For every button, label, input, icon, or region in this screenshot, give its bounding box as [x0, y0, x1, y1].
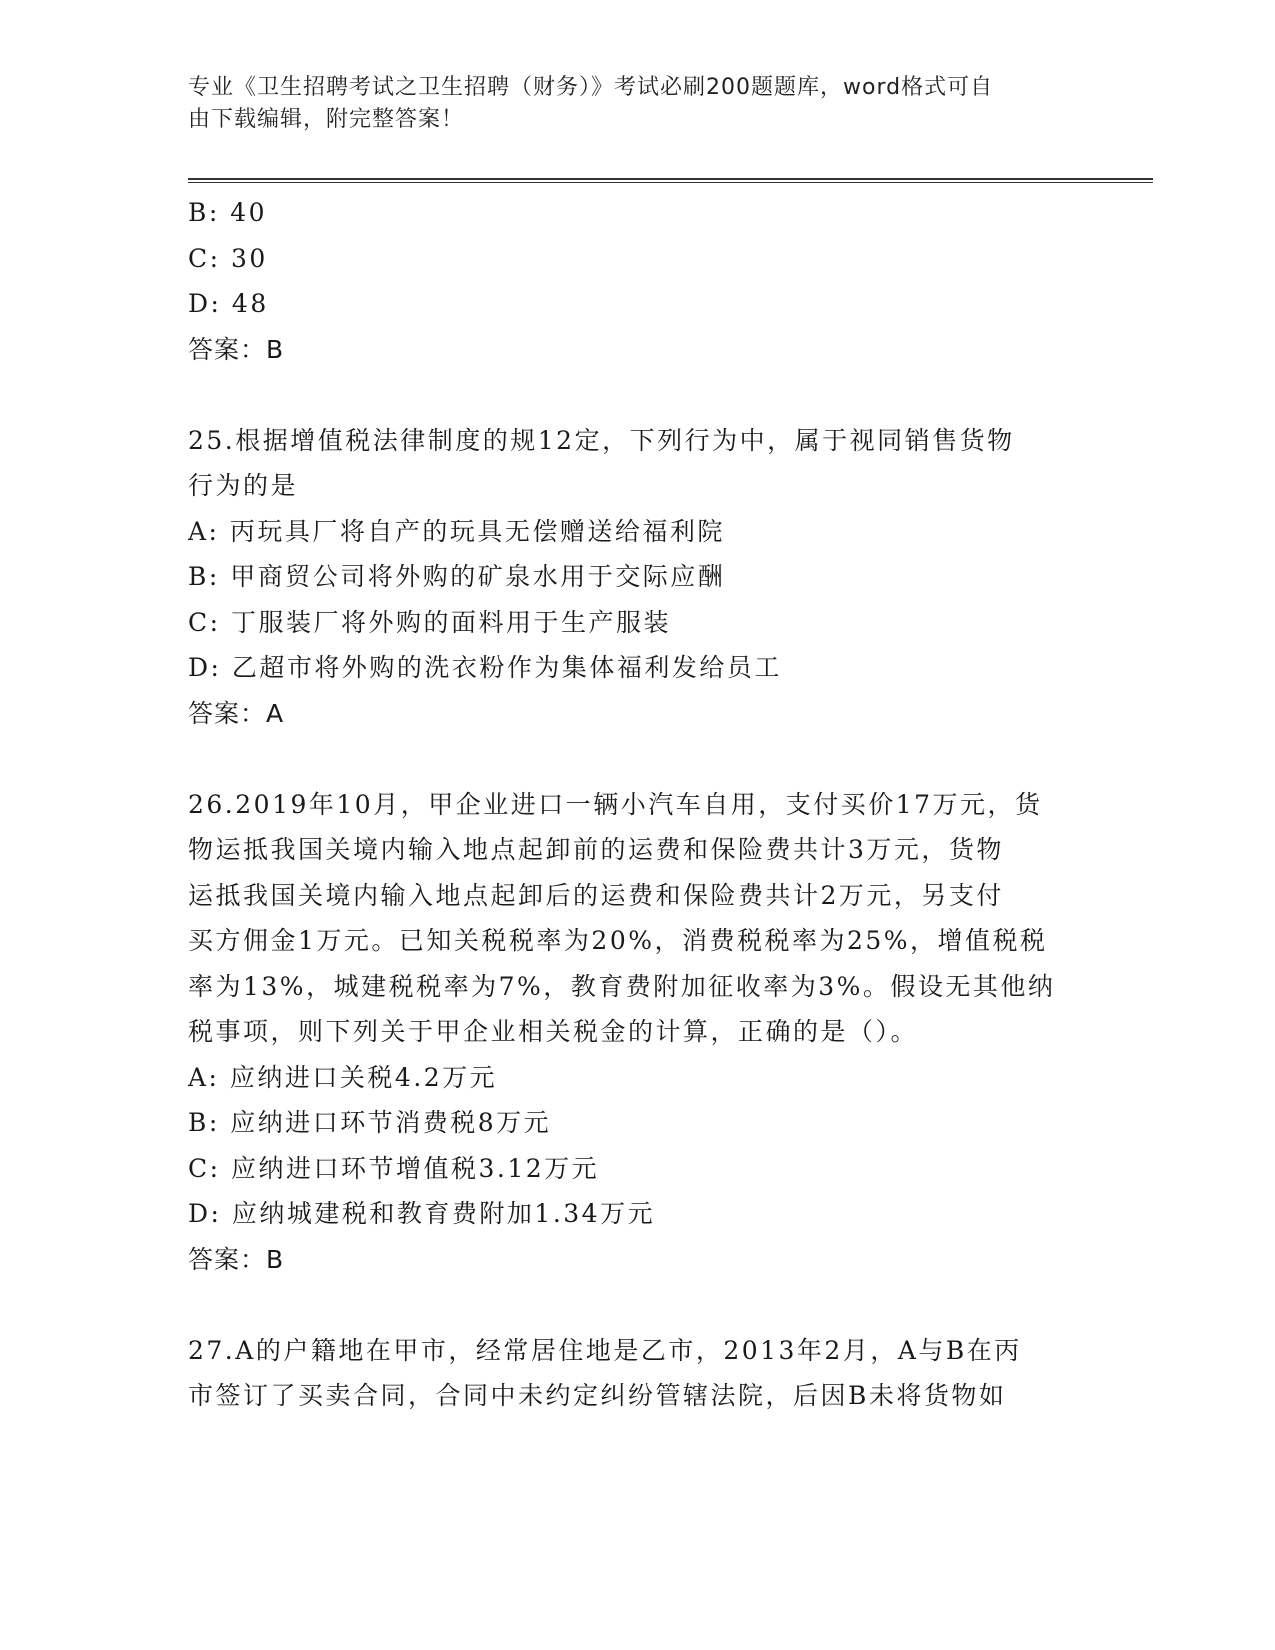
question-stem-line: 27.A的户籍地在甲市，经常居住地是乙市，2013年2月，A与B在丙: [188, 1335, 1022, 1365]
option-a: A: 丙玩具厂将自产的玩具无偿赠送给福利院: [188, 516, 725, 546]
option-c: C: 应纳进口环节增值税3.12万元: [188, 1153, 600, 1183]
option-d: D: 48: [188, 289, 269, 318]
document-body: [188, 190, 1078, 1419]
option-b: B: 甲商贸公司将外购的矿泉水用于交际应酬: [188, 562, 726, 591]
header-line-2: 由下载编辑，附完整答案！: [188, 107, 465, 132]
question-stem-line: 买方佣金1万元。已知关税税率为20%，消费税税率为25%，增值税税: [188, 926, 1048, 955]
question-stem-line: 率为13%，城建税税率为7%，教育费附加征收率为3%。假设无其他纳: [188, 971, 1056, 1001]
spacer: [188, 1282, 1078, 1328]
option-c: C: 30: [188, 243, 268, 273]
question-stem-line: 25.根据增值税法律制度的规12定，下列行为中，属于视同销售货物: [188, 425, 1015, 455]
answer-line: 答案：B: [188, 1244, 285, 1274]
document-header: [188, 72, 1068, 136]
option-d: D: 乙超市将外购的洗衣粉作为集体福利发给员工: [188, 653, 782, 682]
question-stem-line: 市签订了买卖合同，合同中未约定纠纷管辖法院，后因B未将货物如: [188, 1381, 1007, 1410]
answer-line: 答案：B: [188, 334, 285, 364]
answer-line: 答案：A: [188, 698, 285, 728]
question-stem-line: 行为的是: [188, 471, 299, 500]
question-27: [188, 1328, 1078, 1419]
option-b: B: 应纳进口环节消费税8万元: [188, 1108, 552, 1137]
spacer: [188, 736, 1078, 782]
question-24-remainder: [188, 190, 1078, 372]
question-stem-line: 税事项，则下列关于甲企业相关税金的计算，正确的是（）。: [188, 1017, 919, 1046]
question-stem-line: 物运抵我国关境内输入地点起卸前的运费和保险费共计3万元，货物: [188, 835, 1004, 864]
question-stem-line: 26.2019年10月，甲企业进口一辆小汽车自用，支付买价17万元，货: [188, 789, 1043, 819]
option-b: B: 40: [188, 198, 268, 227]
option-c: C: 丁服装厂将外购的面料用于生产服装: [188, 607, 671, 637]
option-a: A: 应纳进口关税4.2万元: [188, 1062, 498, 1092]
header-line-1: 专业《卫生招聘考试之卫生招聘（财务）》考试必刷200题题库，word格式可自: [188, 75, 994, 100]
option-d: D: 应纳城建税和教育费附加1.34万元: [188, 1199, 656, 1228]
spacer: [188, 372, 1078, 418]
question-26: [188, 782, 1078, 1283]
question-stem-line: 运抵我国关境内输入地点起卸后的运费和保险费共计2万元，另支付: [188, 880, 1004, 910]
header-divider: [188, 178, 1153, 183]
question-25: [188, 418, 1078, 737]
